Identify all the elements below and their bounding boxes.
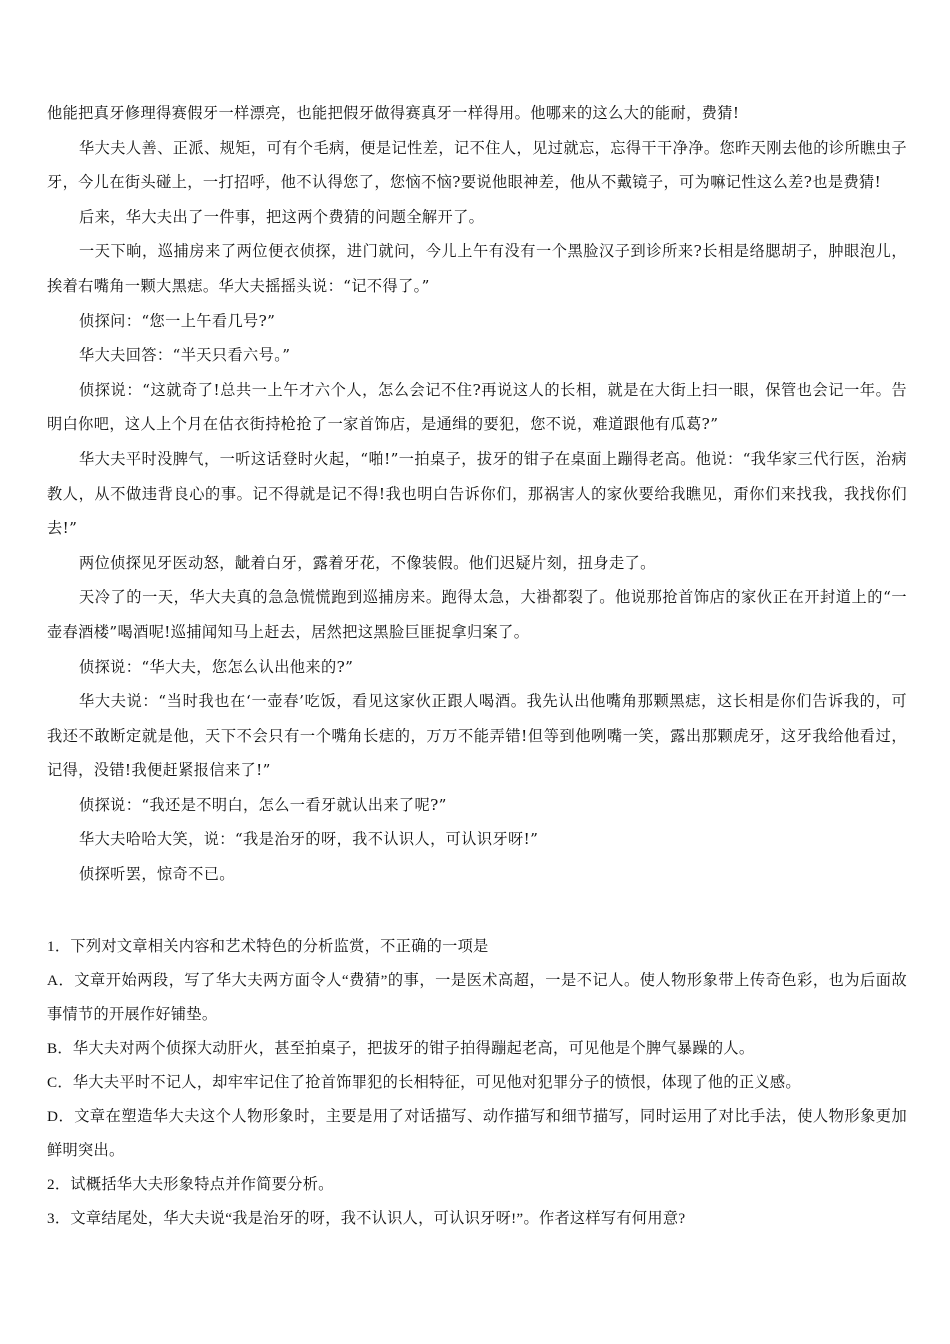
option-b: B．华大夫对两个侦探大动肝火，甚至拍桌子，把拔牙的钳子拍得蹦起老高，可见他是个脾气暴躁的人。 bbox=[47, 1040, 755, 1057]
story-paragraph: 侦探听罢，惊奇不已。 bbox=[79, 865, 235, 884]
story-paragraph: 华大夫回答：“半天只看六号。” bbox=[79, 346, 291, 365]
story-paragraph: 一天下晌，巡捕房来了两位便衣侦探，进门就问，今儿上午有没有一个黑脸汉子到诊所来?长相是络腮胡子，肿眼泡儿，挨着右嘴角一颗大黑痣。华大夫摇摇头说：“记不得了。” bbox=[47, 242, 907, 295]
story-paragraph: 华大夫哈哈大笑，说：“我是治牙的呀，我不认识人，可认识牙呀!” bbox=[79, 830, 539, 849]
story-paragraph: 他能把真牙修理得赛假牙一样漂亮，也能把假牙做得赛真牙一样得用。他哪来的这么大的能耐，费猜! bbox=[47, 104, 740, 122]
story-paragraph: 天冷了的一天，华大夫真的急急慌慌跑到巡捕房来。跑得太急，大褂都裂了。他说那抢首饰店的家伙正在开封道上的“一壶春酒楼”喝酒呢!巡捕闻知马上赶去，居然把这黑脸巨匪捉拿归案了。 bbox=[47, 588, 907, 641]
story-paragraph: 华大夫人善、正派、规矩，可有个毛病，便是记性差，记不住人，见过就忘，忘得干干净净。您昨天刚去他的诊所瞧虫子牙，今儿在街头碰上，一打招呼，他不认得您了，您恼不恼?要说他眼神差，他从不戴镜子，可为嘛记性这么差?也是费猜! bbox=[47, 138, 907, 192]
story-paragraph: 华大夫说：“当时我也在‘一壶春’吃饭，看见这家伙正跟人喝酒。我先认出他嘴角那颗黑痣，这长相是你们告诉我的，可我还不敢断定就是他，天下不会只有一个嘴角长痣的，万万不能弄错!但等到他咧嘴一笑，露出那颗虎牙，这牙我给他看过，记得，没错!我便赶紧报信来了!” bbox=[47, 692, 907, 780]
story-paragraph: 两位侦探见牙医动怒，龇着白牙，露着牙花，不像装假。他们迟疑片刻，扭身走了。 bbox=[79, 553, 656, 572]
story-text bbox=[47, 96, 907, 892]
story-paragraph: 侦探说：“我还是不明白，怎么一看牙就认出来了呢?” bbox=[79, 795, 447, 814]
story-paragraph: 侦探说：“华大夫，您怎么认出他来的?” bbox=[79, 657, 354, 676]
story-paragraph: 后来，华大夫出了一件事，把这两个费猜的问题全解开了。 bbox=[79, 207, 485, 226]
question-1: 1．下列对文章相关内容和艺术特色的分析监赏，不正确的一项是 bbox=[47, 938, 489, 955]
option-a: A．文章开始两段，写了华大夫两方面令人“费猜”的事，一是医术高超，一是不记人。使人物形象带上传奇色彩，也为后面故事情节的开展作好铺垫。 bbox=[47, 972, 907, 1023]
story-paragraph: 侦探问：“您一上午看几号?” bbox=[79, 311, 276, 330]
option-d: D．文章在塑造华大夫这个人物形象时，主要是用了对话描写、动作描写和细节描写，同时运用了对比手法，使人物形象更加鲜明突出。 bbox=[47, 1108, 907, 1159]
question-2: 2．试概括华大夫形象特点并作简要分析。 bbox=[47, 1176, 334, 1193]
story-paragraph: 华大夫平时没脾气，一听这话登时火起，“啪!”一拍桌子，拔牙的钳子在桌面上蹦得老高。他说：“我华家三代行医，治病教人，从不做违背良心的事。记不得就是记不得!我也明白告诉你们，那祸害人的家伙要给我瞧见，甭你们来找我，我找你们去!” bbox=[47, 449, 907, 538]
story-paragraph: 侦探说：“这就奇了!总共一上午才六个人，怎么会记不住?再说这人的长相，就是在大街上扫一眼，保管也会记一年。告明白你吧，这人上个月在估衣街持枪抢了一家首饰店，是通缉的要犯，您不说，难道跟他有瓜葛?” bbox=[47, 380, 907, 434]
option-c: C．华大夫平时不记人，却牢牢记住了抢首饰罪犯的长相特征，可见他对犯罪分子的愤恨，体现了他的正义感。 bbox=[47, 1074, 801, 1091]
question-3: 3．文章结尾处，华大夫说“我是治牙的呀，我不认识人，可认识牙呀!”。作者这样写有何用意? bbox=[47, 1210, 686, 1227]
question-section bbox=[47, 930, 907, 1236]
